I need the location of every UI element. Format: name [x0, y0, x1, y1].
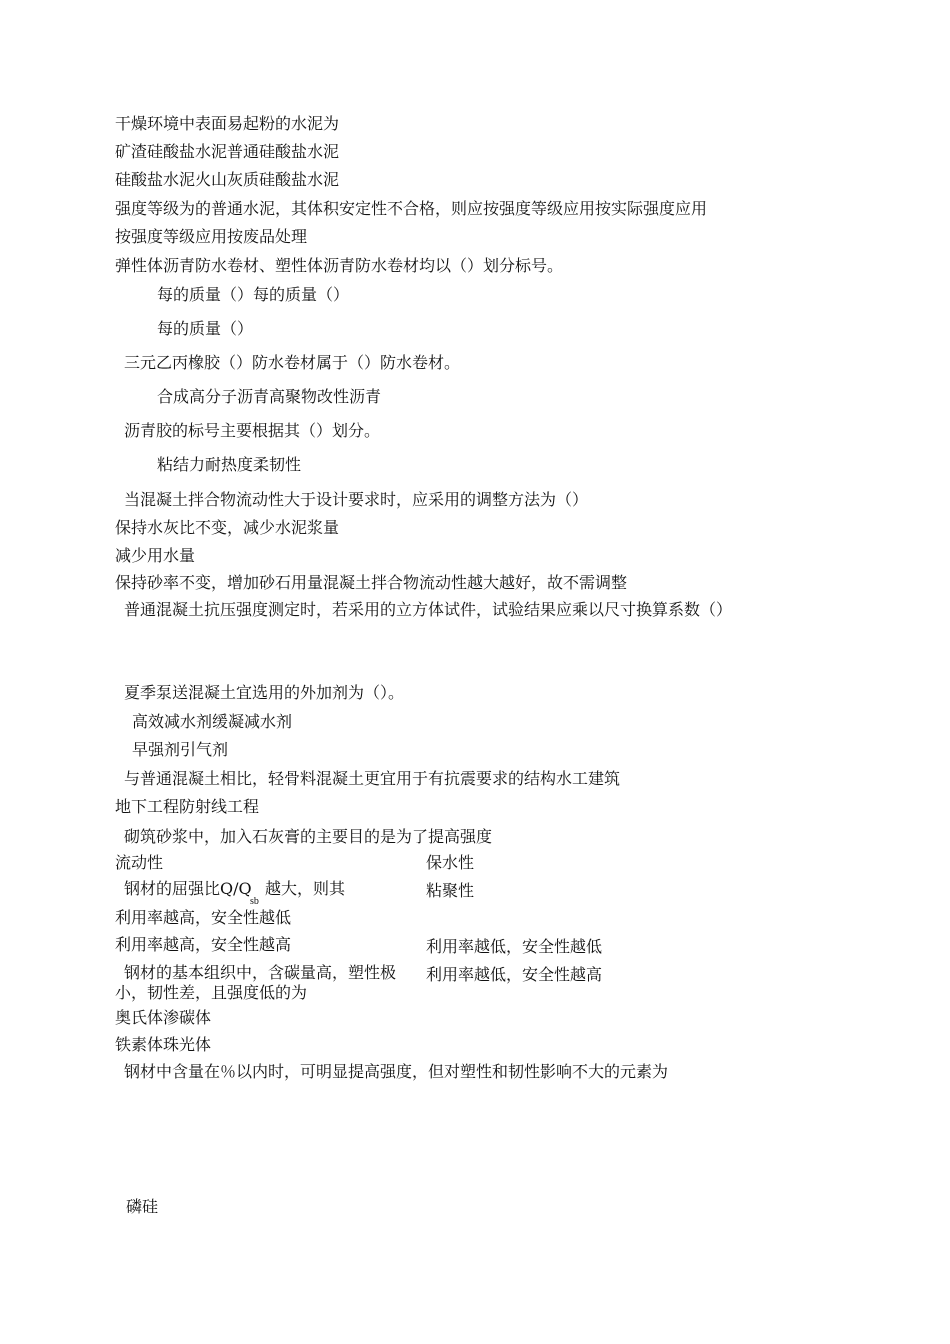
text-line-14: 保持水灰比不变，减少水泥浆量: [115, 518, 340, 537]
text-line-21: 与普通混凝土相比，轻骨料混凝土更宜用于有抗震要求的结构水工建筑: [124, 769, 621, 788]
text-line-27-left: 利用率越高，安全性越高: [115, 935, 292, 954]
text-line-32: 磷硅: [126, 1197, 159, 1216]
text-line-10: 合成高分子沥青高聚物改性沥青: [157, 387, 382, 406]
text-line-9: 三元乙丙橡胶（）防水卷材属于（）防水卷材。: [124, 353, 461, 372]
text-line-30: 铁素体珠光体: [115, 1035, 212, 1054]
text-line-25-part-1: 钢材的屈强比Q/Q: [124, 879, 252, 898]
text-line-31: 钢材中含量在％以内时，可明显提高强度，但对塑性和韧性影响不大的元素为: [124, 1062, 669, 1081]
text-line-1: 干燥环境中表面易起粉的水泥为: [115, 114, 340, 133]
text-line-4: 强度等级为的普通水泥，其体积安定性不合格，则应按强度等级应用按实际强度应用: [115, 199, 708, 218]
text-line-29: 奥氏体渗碳体: [115, 1008, 212, 1027]
text-line-28: 钢材的基本组织中，含碳量高，塑性极小，韧性差，且强度低的为: [115, 963, 397, 1002]
subscript-sb: sb: [250, 896, 259, 907]
text-line-15: 减少用水量: [115, 546, 196, 565]
text-line-25-right: 粘聚性: [426, 881, 475, 900]
text-line-13: 当混凝土拌合物流动性大于设计要求时，应采用的调整方法为（）: [124, 490, 589, 509]
text-line-25-part-2: 越大，则其: [265, 879, 346, 898]
text-line-20: 早强剂引气剂: [132, 740, 229, 759]
text-line-28-right: 利用率越低，安全性越高: [426, 965, 603, 984]
text-line-5: 按强度等级应用按废品处理: [115, 227, 308, 246]
text-line-22: 地下工程防射线工程: [115, 797, 260, 816]
text-line-19: 高效减水剂缓凝减水剂: [132, 712, 293, 731]
text-line-7: 每的质量（）每的质量（）: [157, 285, 350, 304]
text-line-23: 砌筑砂浆中，加入石灰膏的主要目的是为了提高强度: [124, 827, 493, 846]
text-line-24-right: 保水性: [426, 853, 475, 872]
text-line-16: 保持砂率不变，增加砂石用量混凝土拌合物流动性越大越好，故不需调整: [115, 573, 628, 592]
text-line-12: 粘结力耐热度柔韧性: [157, 455, 302, 474]
text-line-24-left: 流动性: [115, 853, 164, 872]
text-line-2: 矿渣硅酸盐水泥普通硅酸盐水泥: [115, 142, 340, 161]
text-line-26: 利用率越高，安全性越低: [115, 908, 292, 927]
text-line-27-right: 利用率越低，安全性越低: [426, 937, 603, 956]
text-line-8: 每的质量（）: [157, 319, 254, 338]
text-line-6: 弹性体沥青防水卷材、塑性体沥青防水卷材均以（）划分标号。: [115, 256, 564, 275]
text-line-3: 硅酸盐水泥火山灰质硅酸盐水泥: [115, 170, 340, 189]
text-line-11: 沥青胶的标号主要根据其（）划分。: [124, 421, 381, 440]
text-line-18: 夏季泵送混凝土宜选用的外加剂为（）。: [124, 683, 405, 702]
text-line-17: 普通混凝土抗压强度测定时，若采用的立方体试件，试验结果应乘以尺寸换算系数（）: [124, 600, 733, 619]
